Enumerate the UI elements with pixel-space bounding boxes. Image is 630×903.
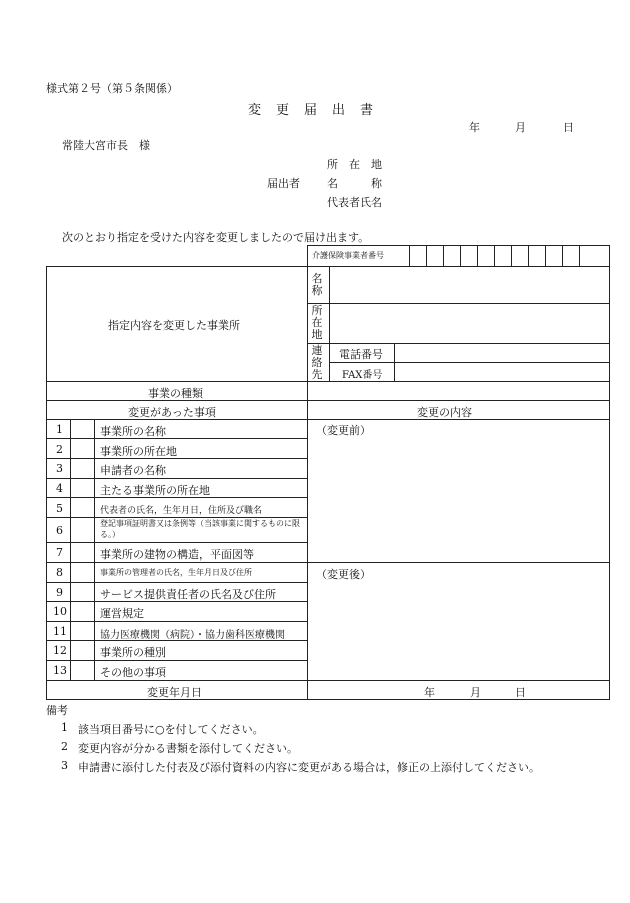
item-number: 13 <box>53 664 67 677</box>
item-text: 運営規定 <box>100 607 144 620</box>
name-label: 名 称 <box>311 272 323 297</box>
item-text: 代表者の氏名，生年月日，住所及び職名 <box>100 506 263 516</box>
item-text: 事業所の名称 <box>100 425 166 438</box>
change-date-day: 日 <box>515 686 526 699</box>
item-text: その他の事項 <box>100 666 166 679</box>
form-label: 様式第２号（第５条関係） <box>46 82 178 95</box>
remark-number: 1 <box>61 721 68 734</box>
notifier-label: 届出者 <box>267 177 300 190</box>
item-number: 9 <box>56 586 63 599</box>
item-text: 事業所の管理者の氏名，生年月日及び住所 <box>100 568 252 577</box>
item-number: 3 <box>56 462 63 475</box>
item-text: 申請者の名称 <box>100 464 166 477</box>
insurer-number-label: 介護保険事業者番号 <box>312 251 384 260</box>
address-label: 所 在 地 <box>311 304 323 341</box>
item-number: 10 <box>53 605 67 618</box>
item-text: 主たる事業所の所在地 <box>100 484 210 497</box>
item-number: 5 <box>56 502 63 515</box>
item-text: 事業所の所在地 <box>100 445 177 458</box>
item-number: 6 <box>56 524 63 537</box>
contact-label: 連 絡 先 <box>311 344 323 381</box>
item-number: 4 <box>56 482 63 495</box>
remark-text: 該当項目番号に○を付してください。 <box>78 723 264 736</box>
before-label: （変更前） <box>316 424 371 437</box>
change-date-year: 年 <box>424 686 435 699</box>
remark-text: 変更内容が分かる書類を添付してください。 <box>78 742 298 755</box>
changed-items-header: 変更があった事項 <box>128 406 216 419</box>
date-month: 月 <box>515 121 526 134</box>
phone-label: 電話番号 <box>339 348 383 361</box>
remark-number: 3 <box>61 759 68 772</box>
date-year: 年 <box>469 121 480 134</box>
notifier-representative-label: 代表者氏名 <box>327 196 382 209</box>
notifier-address-label: 所 在 地 <box>327 158 382 171</box>
business-type-label: 事業の種類 <box>148 387 203 400</box>
change-content-header: 変更の内容 <box>417 406 472 419</box>
after-label: （変更後） <box>316 568 371 581</box>
notifier-name-label: 名 称 <box>327 177 382 190</box>
addressee: 常陸大宮市長 様 <box>62 139 150 152</box>
item-number: 1 <box>56 423 63 436</box>
change-date-month: 月 <box>470 686 481 699</box>
intro-text: 次のとおり指定を受けた内容を変更しましたので届け出ます。 <box>62 231 370 244</box>
document-title: 変 更 届 出 書 <box>248 103 375 118</box>
date-day: 日 <box>563 121 574 134</box>
item-number: 2 <box>56 443 63 456</box>
remark-number: 2 <box>61 740 68 753</box>
item-text: 登記事項証明書又は条例等（当該事業に関するものに限る。） <box>100 519 300 539</box>
item-text: サービス提供責任者の氏名及び住所 <box>100 588 276 601</box>
remarks-title: 備考 <box>46 704 68 717</box>
item-number: 11 <box>53 625 67 638</box>
item-text: 協力医療機関（病院）・協力歯科医療機関 <box>100 630 285 641</box>
item-text: 事業所の種別 <box>100 646 166 659</box>
change-date-label: 変更年月日 <box>147 686 202 699</box>
item-number: 12 <box>53 644 67 657</box>
item-number: 8 <box>56 566 63 579</box>
item-text: 事業所の建物の構造，平面図等 <box>100 548 254 561</box>
remark-text: 申請書に添付した付表及び添付資料の内容に変更がある場合は，修正の上添付してください。 <box>78 761 540 774</box>
item-number: 7 <box>56 546 63 559</box>
facility-header: 指定内容を変更した事業所 <box>108 319 240 332</box>
fax-label: FAX番号 <box>342 370 383 381</box>
